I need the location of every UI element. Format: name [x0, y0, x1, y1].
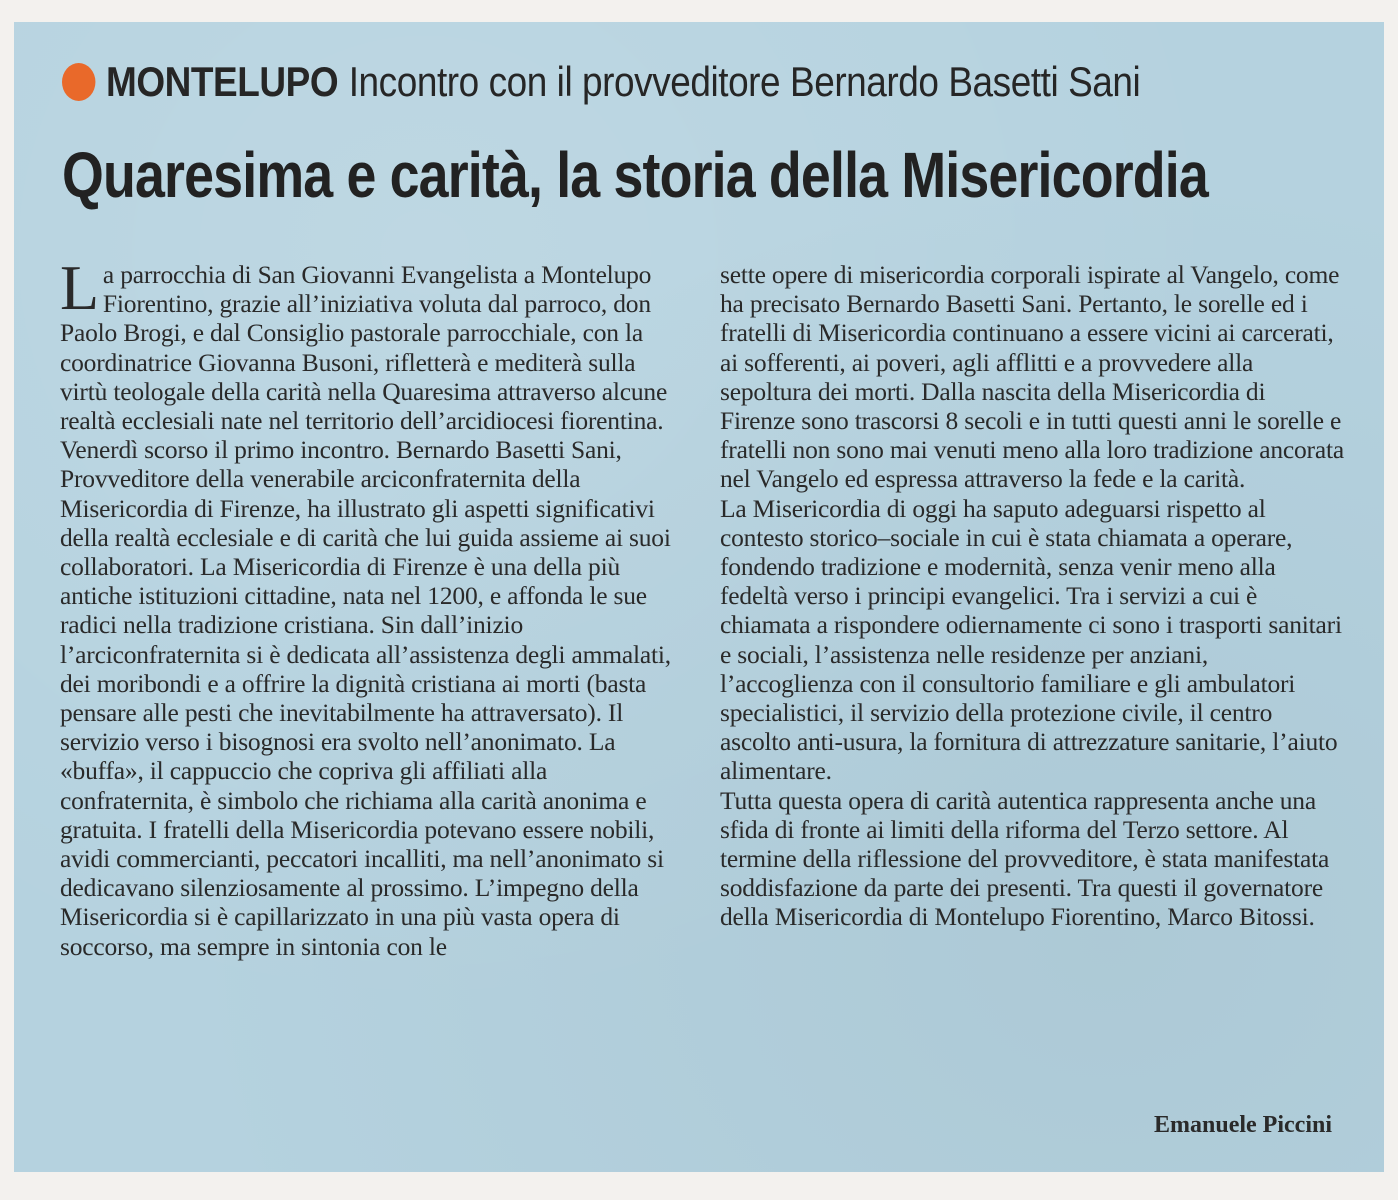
bullet-dot-icon [62, 63, 95, 101]
paragraph: sette opere di misericordia corporali ispirate al Vangelo, come ha precisato Bernardo Basetti Sani. Pertanto, le sorelle ed i fratelli di Misericordia continuano a essere vicini ai carcerati, ai sofferenti, ai poveri, agli afflitti e a provvedere alla sepoltura dei morti. Dalla nascita della Misericordia di Firenze sono trascorsi 8 secoli e in tutti questi anni le sorelle e fratelli non sono mai venuti meno alla loro tradizione ancorata nel Vangelo ed espressa attraverso la fede e la carità. [720, 260, 1344, 494]
kicker-subtitle: Incontro con il provveditore Bernardo Basetti Sani [348, 58, 1141, 105]
article-column-left [60, 252, 680, 961]
paragraph: Tutta questa opera di carità autentica rappresenta anche una sfida di fronte ai limiti della riforma del Terzo settore. Al termine della riflessione del provveditore, è stata manifestata soddisfazione da parte dei presenti. Tra questi il governatore della Misericordia di Montelupo Fiorentino, Marco Bitossi. [720, 785, 1330, 932]
kicker-location: MONTELUPO [106, 58, 339, 105]
article-column-right [720, 260, 1345, 932]
paragraph-text: a parrocchia di San Giovanni Evangelista a Montelupo Fiorentino, grazie all’iniziativa voluta dal parroco, don Paolo Brogi, e dal Consiglio pastorale parrocchiale, con la coordinatrice Giovanna Busoni, rifletterà e mediterà sulla virtù teologale della carità nella Quaresima attraverso alcune realtà ecclesiali nate nel territorio dell’arcidiocesi fiorentina. [60, 260, 668, 436]
headline: Quaresima e carità, la storia della Misericordia [62, 139, 1208, 211]
kicker [62, 54, 1140, 110]
paragraph: Venerdì scorso il primo incontro. Bernardo Basetti Sani, Provveditore della venerabile arciconfraternita della Misericordia di Firenze, ha illustrato gli aspetti significativi della realtà ecclesiale e di carità che lui guida assieme ai suoi collaboratori. La Misericordia di Firenze è una della più antiche istituzioni cittadine, nata nel 1200, e affonda le sue radici nella tradizione cristiana. Sin dall’inizio l’arciconfraternita si è dedicata all’assistenza degli ammalati, dei moribondi e a offrire la dignità cristiana ai morti (basta pensare alle pesti che inevitabilmente ha attraversato). Il servizio verso i bisognosi era svolto nell’anonimato. La «buffa», il cappuccio che copriva gli affiliati alla confraternita, è simbolo che richiama alla carità anonima e gratuita. I fratelli della Misericordia potevano essere nobili, avidi commercianti, peccatori incalliti, ma nell’anonimato si dedicavano silenziosamente al prossimo. L’impegno della Misericordia si è capillarizzato in una più vasta opera di soccorso, ma sempre in sintonia con le [60, 435, 671, 961]
paragraph [60, 252, 680, 436]
byline: Emanuele Piccini [1154, 1112, 1332, 1138]
paragraph: La Misericordia di oggi ha saputo adeguarsi rispetto al contesto storico–sociale in cui è stata chiamata a operare, fondendo tradizione e modernità, senza venir meno alla fedeltà verso i principi evangelici. Tra i servizi a cui è chiamata a rispondere odiernamente ci sono i trasporti sanitari e sociali, l’assistenza nelle residenze per anziani, l’accoglienza con il consultorio familiare e gli ambulatori specialistici, il servizio della protezione civile, il centro ascolto anti-usura, la fornitura di attrezzature sanitarie, l’aiuto alimentare. [720, 493, 1342, 786]
drop-cap: L [60, 252, 99, 323]
